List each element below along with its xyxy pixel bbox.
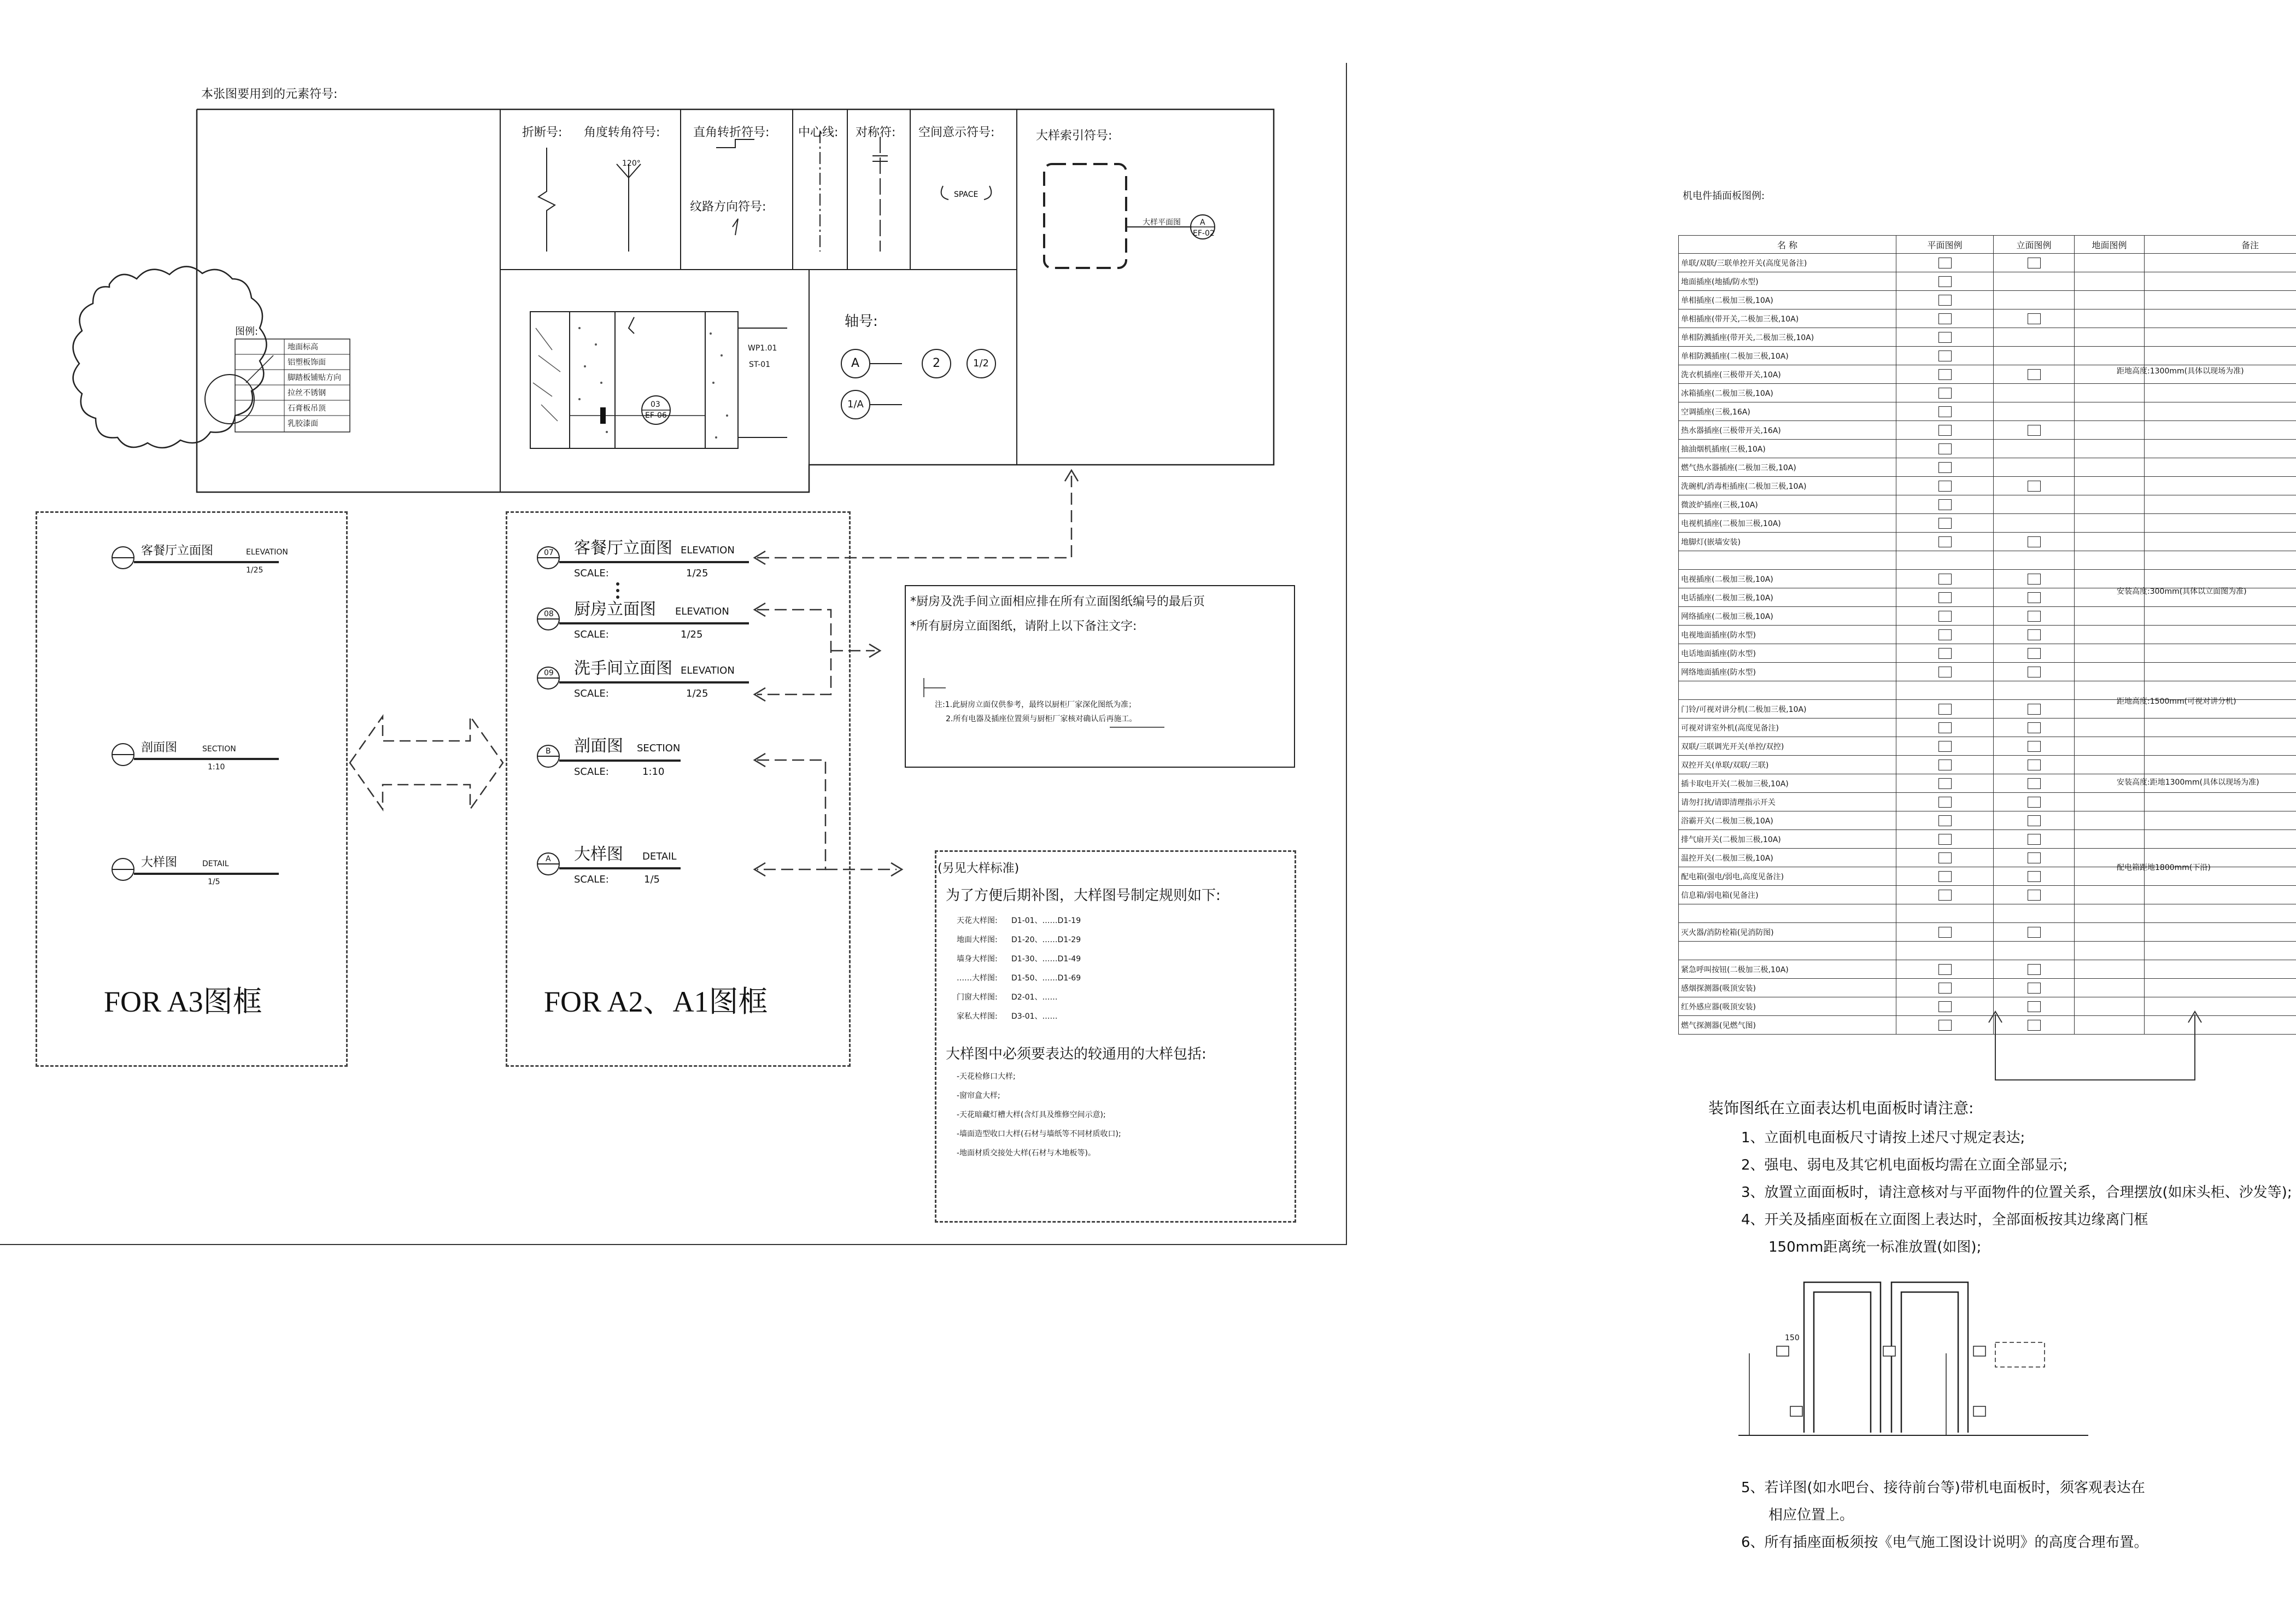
a2-item-title: 客餐厅立面图	[574, 539, 672, 558]
elec-note: 4、开关及插座面板在立面图上表达时，全部面板按其边缘离门框	[1741, 1212, 2148, 1228]
legend-row-name: 配电箱(强电/弱电,高度见备注)	[1679, 867, 1896, 886]
legend-row-name: 单相防溅插座(带开关,二极加三极,10A)	[1679, 328, 1896, 347]
legend-header: 地面图例	[2075, 236, 2145, 254]
label-right-angle: 直角转折符号:	[693, 126, 770, 139]
legend-row-name: 单相防溅插座(二极加三极,10A)	[1679, 347, 1896, 365]
symbols-title: 本张图要用到的元素符号:	[201, 87, 338, 101]
a2-item-title: 厨房立面图	[574, 600, 656, 619]
a3-item-eng: SECTION	[202, 745, 236, 753]
cloud-legend-row: 拉丝不锈钢	[288, 389, 326, 398]
a2-item-eng: ELEVATION	[681, 665, 735, 676]
a2-item-eng: ELEVATION	[675, 606, 729, 617]
a2-item-eng: SECTION	[637, 743, 681, 754]
a2-frame-label: FOR A2、A1图框	[544, 985, 768, 1018]
elec-note: 5、若详图(如水吧台、接待前台等)带机电面板时，须客观表达在	[1741, 1480, 2145, 1496]
legend-row-name: 可视对讲室外机(高度见备注)	[1679, 718, 1896, 737]
legend-title: 机电件插面板图例:	[1683, 190, 1765, 202]
a3-item-title: 剖面图	[141, 741, 178, 755]
legend-row-name: 温控开关(二极加三极,10A)	[1679, 849, 1896, 867]
a2-item-title: 大样图	[574, 845, 623, 864]
legend-header: 立面图例	[1994, 236, 2075, 254]
detail-rule-label: 门窗大样图:	[957, 993, 998, 1002]
kitchen-note-small1: 注:1.此厨房立面仅供参考，最终以厨柜厂家深化图纸为准；	[935, 700, 1137, 709]
legend-row-name: 灭火器/消防栓箱(见消防图)	[1679, 923, 1896, 942]
detail-note-ref: (另见大样标准)	[938, 862, 1020, 875]
a2-scale-prefix: SCALE:	[574, 629, 609, 640]
legend-remark: 安装高度:300mm(具体以立面图为准)	[2117, 587, 2247, 596]
detail-rule-value: D1-30、……D1-49	[1011, 955, 1081, 963]
cloud-legend-row: 地面标高	[288, 343, 318, 352]
a2-item-scale: 1/25	[686, 568, 708, 579]
a2-item-title: 剖面图	[574, 737, 623, 756]
door-dim: 150	[1785, 1334, 1800, 1342]
detail-bubble-top: A	[1200, 218, 1205, 227]
cloud-legend-row: 铝塑板饰面	[288, 358, 326, 367]
legend-row-name: 网络地面插座(防水型)	[1679, 663, 1896, 681]
cloud-legend-row: 石膏板吊顶	[288, 404, 326, 413]
axis-bubble-a: A	[851, 357, 860, 370]
legend-row-name: 地脚灯(嵌墙安装)	[1679, 533, 1896, 551]
label-break: 折断号:	[522, 126, 563, 139]
a3-item-scale: 1/25	[246, 566, 263, 575]
legend-row-name: 插卡取电开关(二极加三极,10A)	[1679, 774, 1896, 793]
legend-row-name: 空调插座(三极,16A)	[1679, 402, 1896, 421]
a2-scale-prefix: SCALE:	[574, 874, 609, 885]
legend-row-name: 洗碗机/消毒柜插座(二极加三极,10A)	[1679, 477, 1896, 495]
legend-row-name: 排气扇开关(二极加三极,10A)	[1679, 830, 1896, 849]
legend-header: 备注	[2145, 236, 2296, 254]
legend-row-name: 单相插座(二极加三极,10A)	[1679, 291, 1896, 309]
legend-row-name: 单相插座(带开关,二极加三极,10A)	[1679, 309, 1896, 328]
a2-bubble-num: 08	[544, 610, 554, 618]
legend-row-name: 抽油烟机插座(三极,10A)	[1679, 440, 1896, 458]
legend-header: 平面图例	[1896, 236, 1994, 254]
a3-item-scale: 1/5	[208, 878, 220, 886]
legend-row-name: 门铃/可视对讲分机(二极加三极,10A)	[1679, 700, 1896, 718]
detail-rule-value: D2-01、……	[1011, 993, 1058, 1002]
detail-index-text: 大样平面图	[1143, 218, 1181, 227]
a2-bubble-num: 09	[544, 669, 554, 677]
legend-row-name: 网络插座(二极加三极,10A)	[1679, 607, 1896, 626]
a2-item-scale: 1/5	[644, 874, 660, 885]
legend-row-name: 请勿打扰/请即清理指示开关	[1679, 793, 1896, 811]
a2-scale-prefix: SCALE:	[574, 568, 609, 579]
elec-note: 150mm距离统一标准放置(如图);	[1768, 1239, 1982, 1255]
legend-remark: 安装高度:距地1300mm(具体以现场为准)	[2117, 778, 2259, 787]
section-tag: ST-01	[749, 360, 771, 369]
legend-row-name: 电视机插座(二极加三极,10A)	[1679, 514, 1896, 533]
cloud-legend-title: 图例:	[235, 326, 259, 337]
legend-row-name: 电视插座(二极加三极,10A)	[1679, 570, 1896, 588]
detail-rule-label: 天花大样图:	[957, 916, 998, 925]
legend-row-name: 洗衣机插座(三极带开关,10A)	[1679, 365, 1896, 384]
legend-row-name: 冰箱插座(二极加三极,10A)	[1679, 384, 1896, 402]
axis-bubble-half: 1/2	[973, 358, 989, 369]
a3-item-eng: ELEVATION	[246, 548, 288, 557]
angle-value: 120°	[622, 159, 641, 168]
legend-header: 名 称	[1679, 236, 1896, 254]
legend-row-name: 紧急呼叫按钮(二极加三极,10A)	[1679, 960, 1896, 979]
legend-remark: 配电箱距地1800mm(下沿)	[2117, 863, 2211, 872]
axis-label: 轴号:	[845, 313, 878, 330]
label-centerline: 中心线:	[798, 126, 839, 139]
section-bubble-top: 03	[651, 400, 660, 409]
detail-rule-label: 墙身大样图:	[957, 955, 998, 963]
cloud-legend-row: 脚踏板铺贴方向	[288, 373, 341, 382]
a2-bubble-num: B	[546, 747, 551, 756]
detail-bullet: -地面材质交接处大样(石材与木地板等)。	[957, 1149, 1096, 1158]
section-bubble-bottom: EF-06	[645, 411, 667, 420]
legend-row-name: 信息箱/弱电箱(见备注)	[1679, 886, 1896, 904]
kitchen-note-line2: *所有厨房立面图纸，请附上以下备注文字:	[910, 620, 1137, 633]
a2-scale-prefix: SCALE:	[574, 766, 609, 778]
kitchen-note-small2: 2.所有电器及插座位置须与厨柜厂家核对确认后再施工。	[946, 715, 1137, 723]
axis-bubble-1a: 1/A	[847, 399, 864, 410]
detail-bullet: -墙面造型收口大样(石材与墙纸等不同材质收口);	[957, 1130, 1121, 1138]
detail-rule-label: ……大样图:	[957, 974, 998, 983]
label-detail-index: 大样索引符号:	[1036, 129, 1112, 143]
kitchen-note-line1: *厨房及洗手间立面相应排在所有立面图纸编号的最后页	[910, 595, 1205, 609]
detail-note-title: 为了方便后期补图，大样图号制定规则如下:	[946, 887, 1221, 904]
detail-rule-value: D3-01、……	[1011, 1012, 1058, 1021]
detail-rule-value: D1-20、……D1-29	[1011, 936, 1081, 944]
axis-bubble-2: 2	[933, 357, 940, 370]
legend-remark: 距地高度:1300mm(具体以现场为准)	[2117, 367, 2244, 376]
legend-row-name: 单联/双联/三联单控开关(高度见备注)	[1679, 254, 1896, 272]
a3-item-scale: 1:10	[208, 763, 225, 772]
svg-text:SPACE: SPACE	[954, 190, 979, 199]
a3-item-title: 大样图	[141, 856, 178, 869]
legend-row-name: 红外感应器(吸顶安装)	[1679, 997, 1896, 1016]
cloud-legend-row: 乳胶漆面	[288, 419, 318, 428]
a2-item-scale: 1:10	[642, 766, 665, 778]
elec-note: 6、所有插座面板须按《电气施工图设计说明》的高度合理布置。	[1741, 1534, 2148, 1551]
a2-bubble-num: 07	[544, 548, 554, 557]
label-space: 空间意示符号:	[918, 126, 995, 139]
elec-note: 2、强电、弱电及其它机电面板均需在立面全部显示;	[1741, 1157, 2068, 1173]
a2-item-scale: 1/25	[681, 629, 703, 640]
detail-rule-label: 地面大样图:	[957, 936, 998, 944]
legend-row-name: 浴霸开关(二极加三极,10A)	[1679, 811, 1896, 830]
detail-bullet: -天花检修口大样;	[957, 1072, 1016, 1081]
label-symmetry: 对称符:	[856, 126, 896, 139]
legend-row-name: 双联/三联调光开关(单控/双控)	[1679, 737, 1896, 756]
a3-frame-label: FOR A3图框	[104, 985, 262, 1018]
legend-row-name: 燃气探测器(见燃气图)	[1679, 1016, 1896, 1035]
detail-bullet: -天花暗藏灯槽大样(含灯具及维修空间示意);	[957, 1111, 1106, 1119]
legend-row-name: 电视地面插座(防水型)	[1679, 626, 1896, 644]
legend-row-name: 电话地面插座(防水型)	[1679, 644, 1896, 663]
legend-remark: 距地高度:1500mm(可视对讲分机)	[2117, 697, 2236, 706]
legend-row-name: 燃气热水器插座(二极加三极,10A)	[1679, 458, 1896, 477]
a2-item-eng: DETAIL	[642, 851, 677, 862]
detail-bubble-bottom: EF-02	[1193, 229, 1215, 238]
detail-note-title2: 大样图中必须要表达的较通用的大样包括:	[946, 1046, 1206, 1062]
detail-rule-value: D1-01、……D1-19	[1011, 916, 1081, 925]
a2-scale-prefix: SCALE:	[574, 688, 609, 699]
elec-notes-title: 装饰图纸在立面表达机电面板时请注意:	[1708, 1099, 1974, 1117]
label-angle: 角度转角符号:	[584, 126, 660, 139]
a3-item-eng: DETAIL	[202, 860, 229, 868]
detail-rule-label: 家私大样图:	[957, 1012, 998, 1021]
legend-row-name: 双控开关(单联/双联/三联)	[1679, 756, 1896, 774]
label-texture: 纹路方向符号:	[690, 200, 766, 214]
detail-rule-value: D1-50、……D1-69	[1011, 974, 1081, 983]
legend-row-name: 地面插座(地插/防水型)	[1679, 272, 1896, 291]
detail-bullet: -窗帘盒大样;	[957, 1091, 1000, 1100]
legend-row-name: 电话插座(二极加三极,10A)	[1679, 588, 1896, 607]
elec-note: 1、立面机电面板尺寸请按上述尺寸规定表达;	[1741, 1130, 2025, 1146]
a2-item-eng: ELEVATION	[681, 545, 735, 556]
section-wp-label: WP1.01	[748, 344, 777, 353]
legend-row-name: 感烟探测器(吸顶安装)	[1679, 979, 1896, 997]
elec-note: 3、放置立面面板时，请注意核对与平面物件的位置关系，合理摆放(如床头柜、沙发等);	[1741, 1184, 2292, 1201]
a3-item-title: 客餐厅立面图	[141, 544, 214, 558]
legend-row-name: 热水器插座(三极带开关,16A)	[1679, 421, 1896, 440]
a2-item-scale: 1/25	[686, 688, 708, 699]
legend-row-name: 微波炉插座(三极,10A)	[1679, 495, 1896, 514]
elec-note: 相应位置上。	[1768, 1507, 1854, 1523]
a2-item-title: 洗手间立面图	[574, 659, 672, 678]
a2-bubble-num: A	[546, 855, 551, 863]
